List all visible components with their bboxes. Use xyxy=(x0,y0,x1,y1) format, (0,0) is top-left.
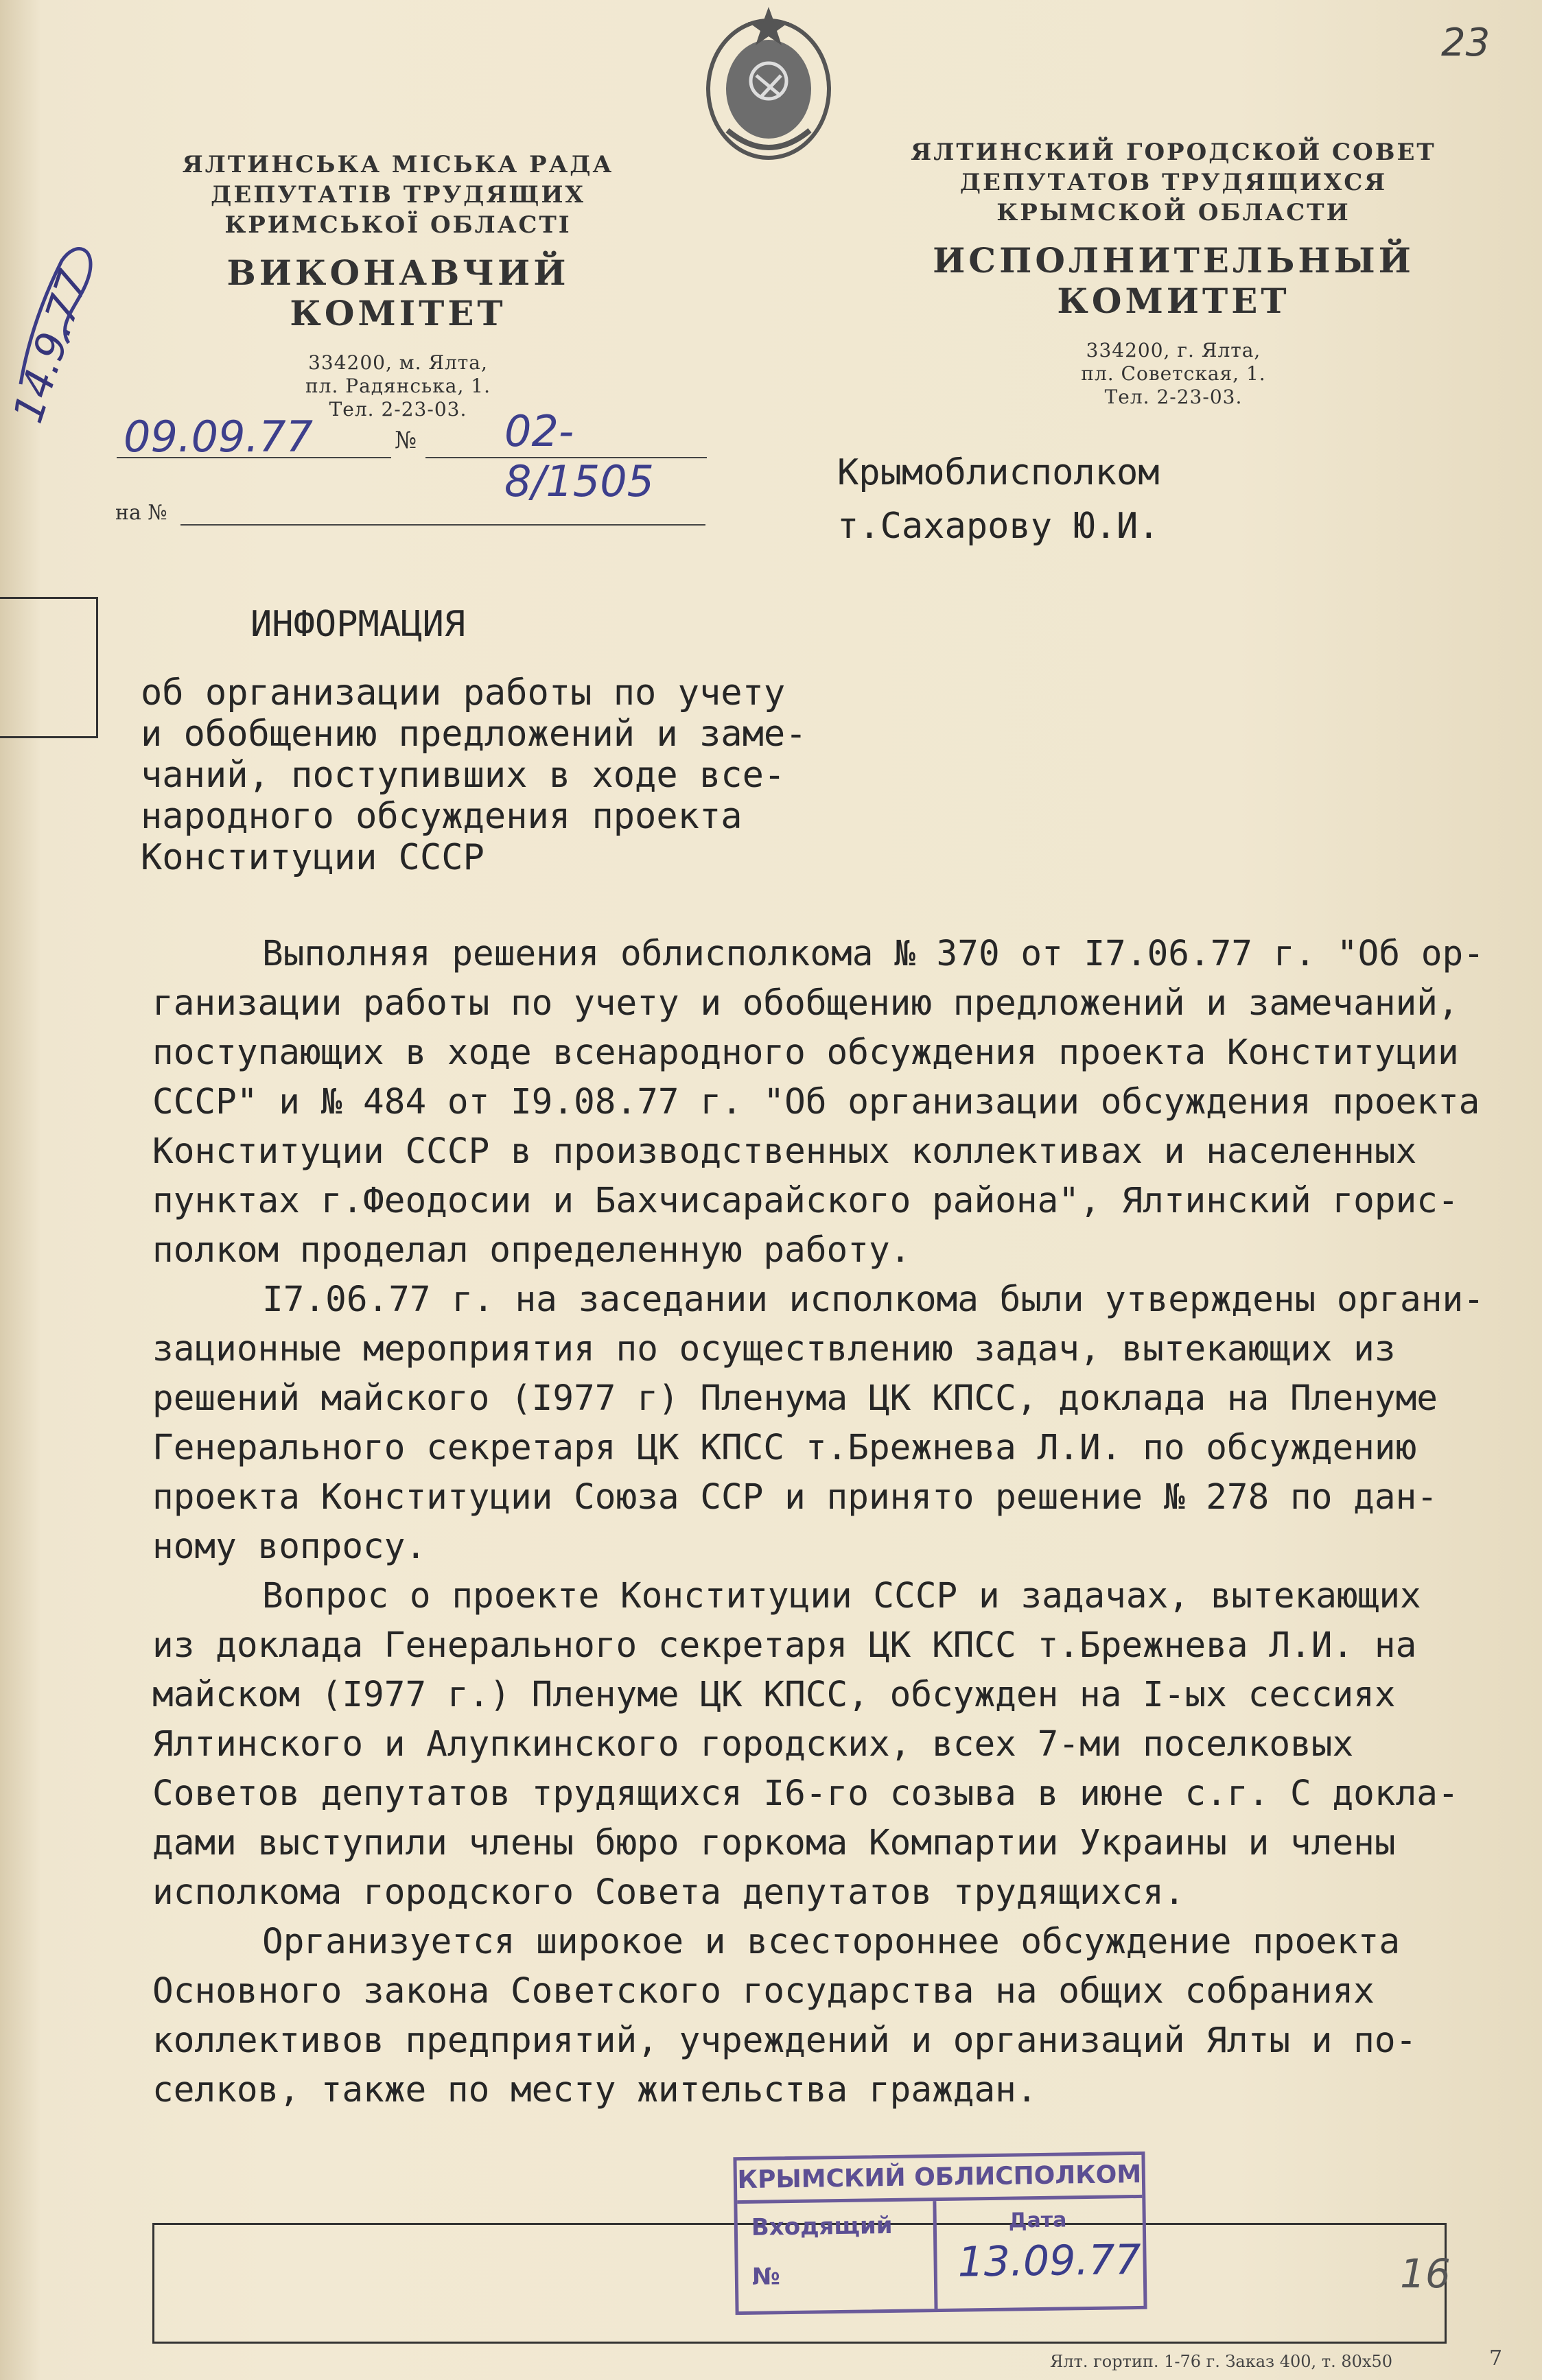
registration-no-label: № xyxy=(395,427,417,454)
body-line: Организуется широкое и всестороннее обсуждение проекта xyxy=(262,1922,1401,1962)
header-left xyxy=(158,150,638,421)
body-line: решений майского (I977 г) Пленума ЦК КПСС, доклада на Пленуме xyxy=(152,1378,1438,1419)
subject-line5: Конституции СССР xyxy=(141,837,484,878)
body-line: дами выступили члены бюро горкома Компартии Украины и члены xyxy=(152,1823,1396,1863)
body-line: Основного закона Советского государства на общих собраниях xyxy=(152,1971,1375,2012)
header-left-committee: ВИКОНАВЧИЙ КОМІТЕТ xyxy=(226,252,570,333)
margin-signature xyxy=(0,220,137,398)
header-right-line2: ДЕПУТАТОВ ТРУДЯЩИХСЯ xyxy=(959,169,1388,196)
body-line: Ялтинского и Алупкинского городских, всех 7-ми поселковых xyxy=(152,1724,1354,1765)
body-line: проекта Конституции Союза ССР и принято решение № 278 по дан- xyxy=(152,1477,1438,1518)
subject-line1: об организации работы по учету xyxy=(141,672,786,714)
header-left-line1: ЯЛТИНСЬКА МІСЬКА РАДА xyxy=(182,151,614,178)
incoming-stamp xyxy=(733,2152,1147,2315)
header-left-line3: КРИМСЬКОЇ ОБЛАСТІ xyxy=(224,211,572,239)
body-line: пунктах г.Феодосии и Бахчисарайского района", Ялтинский горис- xyxy=(152,1181,1459,1221)
body-line: СССР" и № 484 от I9.08.77 г. "Об организации обсуждения проекта xyxy=(152,1082,1480,1122)
header-right-addr1: 334200, г. Ялта, xyxy=(1086,339,1261,362)
stamp-org: КРЫМСКИЙ ОБЛИСПОЛКОМ xyxy=(736,2155,1142,2204)
stamp-date-label: Дата xyxy=(1008,2208,1067,2233)
body-line: Вопрос о проекте Конституции СССР и задачах, вытекающих xyxy=(262,1576,1421,1616)
header-right-addr2: пл. Советская, 1. xyxy=(1081,362,1266,385)
body-line: поступающих в ходе всенародного обсуждения проекта Конституции xyxy=(152,1033,1459,1073)
printer-imprint: Ялт. гортип. 1-76 г. Заказ 400, т. 80х50 xyxy=(1050,2352,1392,2371)
coat-of-arms-emblem xyxy=(700,0,837,172)
body-line: исполкома городского Совета депутатов трудящихся. xyxy=(152,1872,1185,1913)
body-text xyxy=(152,930,1484,2115)
subject-block xyxy=(141,604,807,878)
header-right-line1: ЯЛТИНСКИЙ ГОРОДСКОЙ СОВЕТ xyxy=(911,139,1436,166)
recipient-line1: Крымоблисполком xyxy=(837,452,1160,493)
header-left-addr2: пл. Радянська, 1. xyxy=(305,375,491,397)
margin-frame xyxy=(0,597,98,738)
body-line: майском (I977 г.) Пленуме ЦК КПСС, обсужден на I-ых сессиях xyxy=(152,1675,1396,1715)
reference-line xyxy=(115,494,705,528)
body-line: селков, также по месту жительства граждан. xyxy=(152,2070,1038,2110)
body-line: ному вопросу. xyxy=(152,1527,427,1567)
recipient xyxy=(837,446,1160,553)
page-number: 7 xyxy=(1489,2346,1503,2370)
number-underline xyxy=(425,457,707,458)
subject-line4: народного обсуждения проекта xyxy=(141,796,743,837)
header-right-addr3: Тел. 2-23-03. xyxy=(1104,386,1243,408)
subject-title: ИНФОРМАЦИЯ xyxy=(250,604,466,645)
date-underline xyxy=(117,457,391,458)
body-line: коллективов предприятий, учреждений и организаций Ялты и по- xyxy=(152,2020,1417,2061)
reference-underline xyxy=(180,524,705,526)
stamp-incoming-label: Входящий xyxy=(751,2211,893,2241)
header-right xyxy=(872,137,1475,409)
stamp-no-label: № xyxy=(751,2263,781,2291)
stamp-divider xyxy=(933,2201,937,2309)
stamp-date-value: 13.09.77 xyxy=(957,2235,1142,2287)
body-line: Генерального секретаря ЦК КПСС т.Брежнева Л.И. по обсуждению xyxy=(152,1428,1417,1468)
body-line: из доклада Генерального секретаря ЦК КПСС т.Брежнева Л.И. на xyxy=(152,1625,1417,1666)
subject-line3: чаний, поступивших в ходе все- xyxy=(141,755,786,796)
header-right-committee: ИСПОЛНИТЕЛЬНЫЙ КОМИТЕТ xyxy=(933,240,1414,321)
recipient-line2: т.Сахарову Ю.И. xyxy=(837,506,1160,547)
header-right-line3: КРЫМСКОЙ ОБЛАСТИ xyxy=(996,199,1351,226)
sheet-number: 16 xyxy=(1400,2250,1451,2297)
body-line: I7.06.77 г. на заседании исполкома были утверждены органи- xyxy=(262,1280,1484,1320)
body-line: Конституции СССР в производственных коллективах и населенных xyxy=(152,1131,1417,1172)
margin-note-text: 14.9.77 xyxy=(3,264,99,429)
reference-label: на № xyxy=(115,501,167,525)
header-left-addr3: Тел. 2-23-03. xyxy=(329,398,467,421)
header-left-line2: ДЕПУТАТІВ ТРУДЯЩИХ xyxy=(211,181,585,209)
body-line: Выполняя решения облисполкома № 370 от I7.06.77 г. "Об ор- xyxy=(262,934,1484,974)
registration-number: 02-8/1505 xyxy=(504,406,655,506)
corner-number: 23 xyxy=(1441,21,1491,65)
header-left-addr1: 334200, м. Ялта, xyxy=(308,351,488,374)
registration-date: 09.09.77 xyxy=(124,412,314,462)
body-line: ганизации работы по учету и обобщению предложений и замечаний, xyxy=(152,983,1459,1024)
body-line: Советов депутатов трудящихся I6-го созыва в июне с.г. С докла- xyxy=(152,1774,1459,1814)
subject-line2: и обобщению предложений и заме- xyxy=(141,714,807,755)
body-line: полком проделал определенную работу. xyxy=(152,1230,911,1271)
body-line: зационные мероприятия по осуществлению задач, вытекающих из xyxy=(152,1329,1396,1369)
